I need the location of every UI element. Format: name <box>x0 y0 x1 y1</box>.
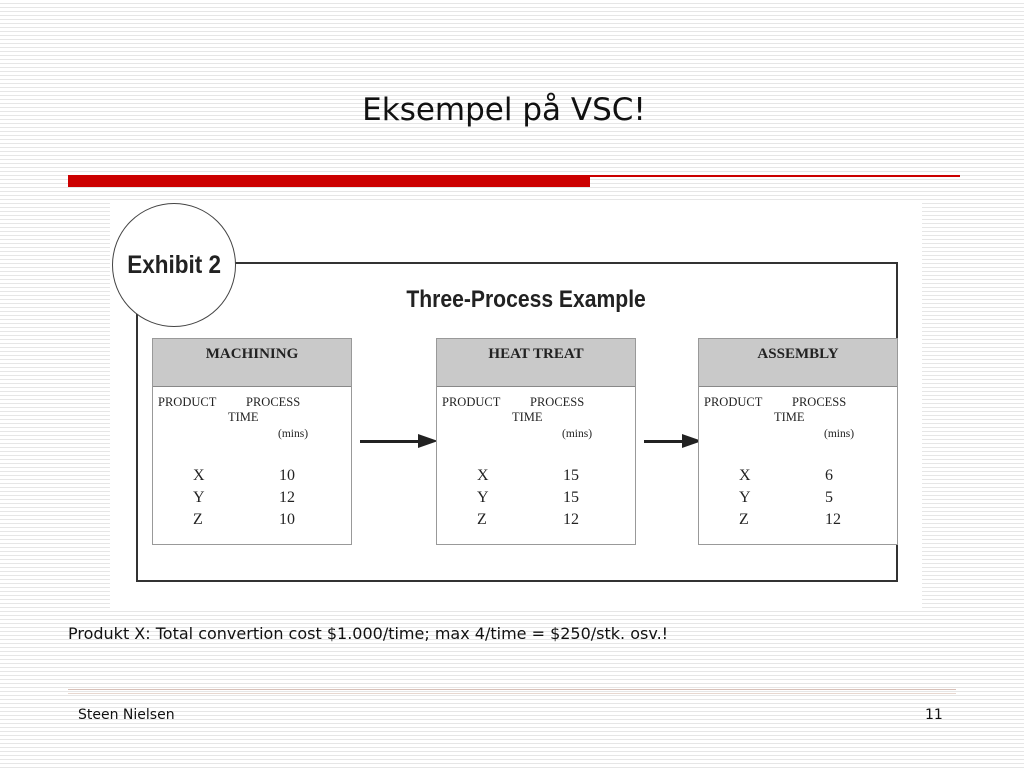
table-row <box>699 467 897 489</box>
product-cell: Z <box>477 511 487 528</box>
table-row <box>437 511 635 533</box>
product-cell: X <box>477 467 489 484</box>
col-process-label: PROCESS <box>792 395 847 409</box>
slide-title: Eksempel på VSC! <box>362 92 646 128</box>
product-cell: Z <box>739 511 749 528</box>
flow-arrow-icon <box>360 434 438 448</box>
col-time-label: TIME <box>228 410 259 424</box>
time-cell: 15 <box>563 489 579 506</box>
time-cell: 15 <box>563 467 579 484</box>
title-accent-bar <box>68 175 590 187</box>
flow-arrow-icon <box>644 434 700 448</box>
table-row <box>153 511 351 533</box>
exhibit-badge: Exhibit 2 <box>112 203 236 327</box>
process-box-heat-treat <box>436 338 636 545</box>
time-cell: 5 <box>825 489 833 506</box>
process-rows <box>437 467 635 533</box>
process-name: ASSEMBLY <box>699 339 897 387</box>
table-row <box>699 511 897 533</box>
time-cell: 12 <box>825 511 841 528</box>
col-unit-label: (mins) <box>278 428 309 440</box>
col-process-label: PROCESS <box>530 395 585 409</box>
time-cell: 10 <box>279 467 295 484</box>
footer-author: Steen Nielsen <box>78 707 175 723</box>
product-cell: Y <box>477 489 489 506</box>
exhibit-heading: Three-Process Example <box>406 286 646 313</box>
col-unit-label: (mins) <box>562 428 593 440</box>
time-cell: 10 <box>279 511 295 528</box>
table-row <box>153 489 351 511</box>
time-cell: 12 <box>279 489 295 506</box>
product-cell: X <box>193 467 205 484</box>
process-name: HEAT TREAT <box>437 339 635 387</box>
table-row <box>437 489 635 511</box>
table-row <box>699 489 897 511</box>
process-rows <box>699 467 897 533</box>
col-process-label: PROCESS <box>246 395 301 409</box>
time-cell: 6 <box>825 467 833 484</box>
process-box-assembly <box>698 338 898 545</box>
col-product-label: PRODUCT <box>158 395 217 409</box>
page-number: 11 <box>925 707 943 723</box>
time-cell: 12 <box>563 511 579 528</box>
col-time-label: TIME <box>512 410 543 424</box>
col-unit-label: (mins) <box>824 428 855 440</box>
footer-divider <box>68 689 956 690</box>
product-cell: X <box>739 467 751 484</box>
process-box-machining <box>152 338 352 545</box>
table-row <box>153 467 351 489</box>
col-time-label: TIME <box>774 410 805 424</box>
table-row <box>437 467 635 489</box>
exhibit-image <box>110 200 922 608</box>
title-accent-line <box>590 175 960 177</box>
product-cell: Z <box>193 511 203 528</box>
footer-divider <box>68 693 956 694</box>
process-name: MACHINING <box>153 339 351 387</box>
col-product-label: PRODUCT <box>704 395 763 409</box>
process-rows <box>153 467 351 533</box>
col-product-label: PRODUCT <box>442 395 501 409</box>
product-cell: Y <box>193 489 205 506</box>
product-cell: Y <box>739 489 751 506</box>
slide-note: Produkt X: Total convertion cost $1.000/time; max 4/time = $250/stk. osv.! <box>68 624 669 643</box>
